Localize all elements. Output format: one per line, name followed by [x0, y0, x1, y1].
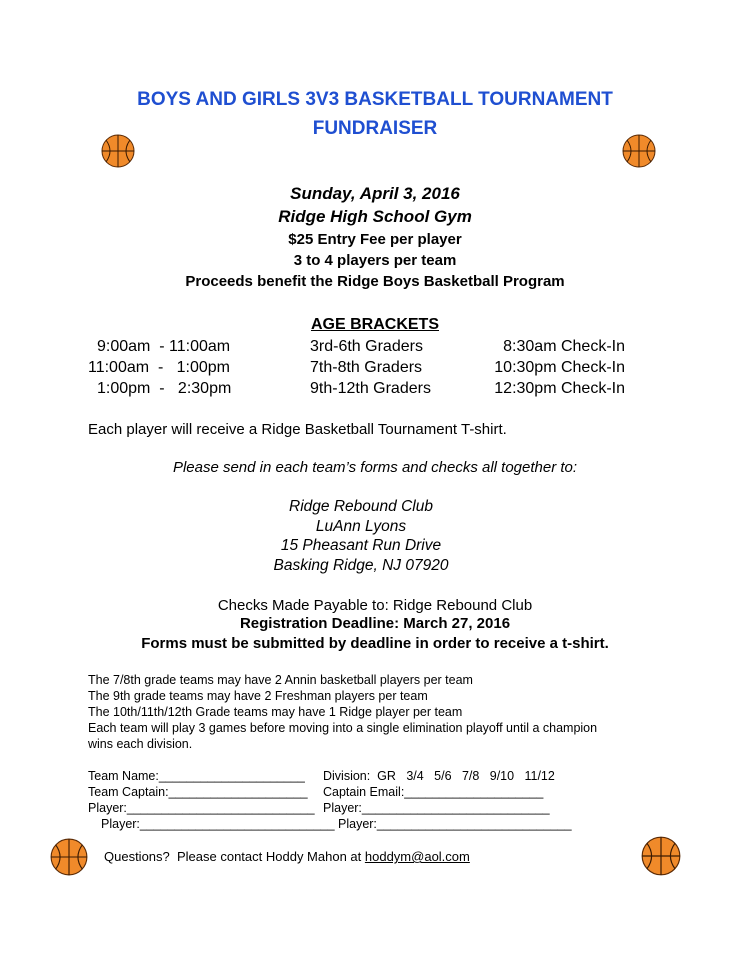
proceeds-note: Proceeds benefit the Ridge Boys Basketball Program	[185, 273, 565, 290]
payable-note: Checks Made Payable to: Ridge Rebound Club	[217, 597, 533, 614]
contact-text: Questions? Please contact Hoddy Mahon at	[104, 849, 365, 864]
basketball-icon	[101, 134, 135, 168]
rule-line: The 10th/11th/12th Grade teams may have 1 Ridge player per team	[88, 705, 463, 719]
rule-line: The 7/8th grade teams may have 2 Annin basketball players per team	[88, 673, 473, 687]
address-line-3: 15 Pheasant Run Drive	[280, 537, 442, 554]
contact-email-link[interactable]: hoddym@aol.com	[364, 849, 470, 864]
title-line-1: BOYS AND GIRLS 3V3 BASKETBALL TOURNAMENT	[137, 89, 613, 110]
player-field[interactable]: Player:____________________________	[338, 817, 572, 831]
send-note: Please send in each team’s forms and checks all together to:	[172, 459, 578, 476]
event-venue: Ridge High School Gym	[278, 207, 472, 226]
division-field[interactable]: Division: GR 3/4 5/6 7/8 9/10 11/12	[323, 769, 555, 783]
player-field[interactable]: Player:___________________________	[88, 801, 315, 815]
rule-line: The 9th grade teams may have 2 Freshman players per team	[88, 689, 428, 703]
rule-line: Each team will play 3 games before moving into a single elimination playoff until a champion	[88, 721, 598, 735]
player-field[interactable]: Player:____________________________	[101, 817, 335, 831]
event-date: Sunday, April 3, 2016	[290, 184, 460, 203]
team-name-field[interactable]: Team Name:_____________________	[88, 769, 305, 783]
bracket-time: 11:00am - 1:00pm	[88, 359, 230, 376]
captain-email-field[interactable]: Captain Email:____________________	[323, 785, 544, 799]
team-size: 3 to 4 players per team	[293, 252, 457, 269]
basketball-icon	[641, 836, 681, 876]
title-line-2: FUNDRAISER	[312, 118, 438, 139]
address-line-2: LuAnn Lyons	[315, 518, 407, 535]
bracket-grades: 9th-12th Graders	[310, 380, 431, 397]
player-field[interactable]: Player:___________________________	[323, 801, 550, 815]
bracket-checkin: 10:30pm Check-In	[494, 359, 625, 376]
address-line-1: Ridge Rebound Club	[289, 498, 433, 515]
basketball-icon	[50, 838, 88, 876]
tshirt-note: Each player will receive a Ridge Basketball Tournament T-shirt.	[88, 421, 507, 438]
bracket-checkin: 12:30pm Check-In	[494, 380, 625, 397]
rule-line: wins each division.	[88, 737, 193, 751]
bracket-grades: 3rd-6th Graders	[310, 338, 423, 355]
entry-fee: $25 Entry Fee per player	[288, 231, 462, 248]
contact-line	[104, 849, 470, 864]
registration-deadline: Registration Deadline: March 27, 2016	[239, 615, 511, 632]
age-brackets-heading: AGE BRACKETS	[310, 316, 439, 333]
bracket-checkin: 8:30am Check-In	[503, 338, 625, 355]
bracket-time: 9:00am - 11:00am	[97, 338, 231, 355]
address-line-4: Basking Ridge, NJ 07920	[273, 557, 449, 574]
bracket-grades: 7th-8th Graders	[310, 359, 423, 376]
bracket-time: 1:00pm - 2:30pm	[97, 380, 232, 397]
team-captain-field[interactable]: Team Captain:____________________	[88, 785, 308, 799]
basketball-icon	[622, 134, 656, 168]
forms-deadline-note: Forms must be submitted by deadline in order to receive a t-shirt.	[141, 635, 609, 652]
